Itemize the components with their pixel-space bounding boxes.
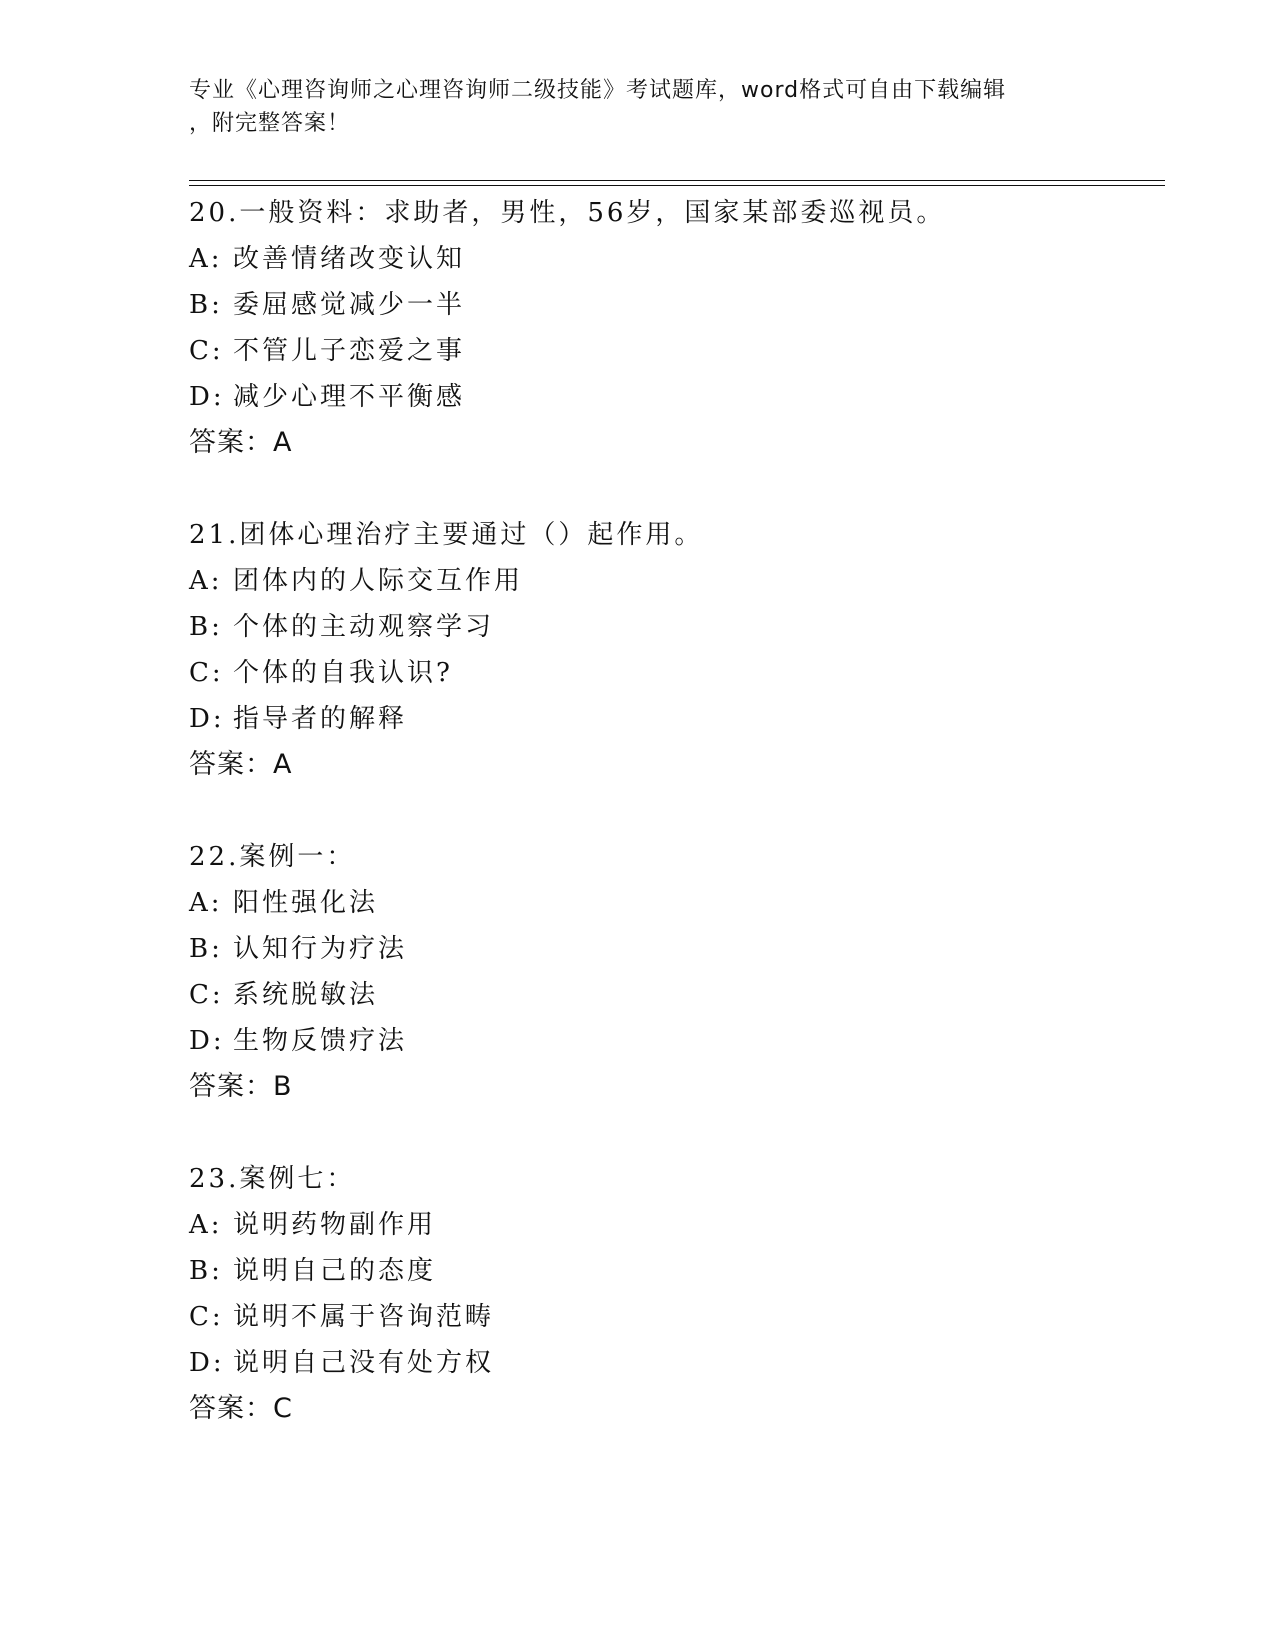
option-b [189,282,1159,328]
option-text: 团体内的人际交互作用 [233,566,524,596]
option-text: 委屈感觉减少一半 [233,290,466,320]
header-divider-top [189,180,1165,181]
option-letter: D: [189,1348,225,1378]
option-letter: C: [189,336,224,366]
option-letter: B: [189,290,223,320]
header-divider-bottom [189,185,1165,186]
option-text: 说明不属于咨询范畴 [233,1302,495,1332]
option-a [189,880,1159,926]
option-c [189,972,1159,1018]
option-text: 阳性强化法 [233,888,379,918]
question-list [189,190,1159,1478]
answer-line: 答案：A [189,427,293,458]
option-c [189,1294,1159,1340]
question-title: 20.一般资料：求助者，男性，56岁，国家某部委巡视员。 [189,198,946,228]
question-title: 21.团体心理治疗主要通过（）起作用。 [189,520,704,550]
option-letter: A: [189,566,223,596]
question-22 [189,834,1159,1110]
option-letter: D: [189,1026,225,1056]
answer-line: 答案：A [189,749,293,780]
question-21 [189,512,1159,788]
document-header [189,74,1089,140]
option-d [189,1340,1159,1386]
option-letter: A: [189,888,223,918]
question-title: 22.案例一： [189,842,356,872]
question-title: 23.案例七： [189,1164,356,1194]
option-letter: B: [189,1256,223,1286]
option-text: 说明自己的态度 [233,1256,437,1286]
option-text: 生物反馈疗法 [233,1026,408,1056]
header-line-1: 专业《心理咨询师之心理咨询师二级技能》考试题库，word格式可自由下载编辑 [189,78,1007,103]
option-text: 个体的自我认识? [233,658,453,688]
option-letter: C: [189,980,224,1010]
option-letter: A: [189,1210,223,1240]
option-text: 减少心理不平衡感 [233,382,466,412]
option-letter: C: [189,658,224,688]
option-text: 不管儿子恋爱之事 [233,336,466,366]
option-letter: D: [189,704,225,734]
answer-line: 答案：B [189,1071,293,1102]
option-text: 系统脱敏法 [233,980,379,1010]
option-d [189,374,1159,420]
header-line-2: ，附完整答案！ [189,111,351,136]
option-a [189,558,1159,604]
option-text: 改善情绪改变认知 [233,244,466,274]
option-letter: A: [189,244,223,274]
option-b [189,604,1159,650]
question-23 [189,1156,1159,1432]
option-a [189,236,1159,282]
option-d [189,1018,1159,1064]
option-letter: D: [189,382,225,412]
option-text: 指导者的解释 [233,704,408,734]
option-a [189,1202,1159,1248]
option-text: 个体的主动观察学习 [233,612,495,642]
option-b [189,1248,1159,1294]
option-letter: B: [189,934,223,964]
option-c [189,328,1159,374]
answer-line: 答案：C [189,1393,293,1424]
question-20 [189,190,1159,466]
option-c [189,650,1159,696]
option-d [189,696,1159,742]
option-text: 说明自己没有处方权 [233,1348,495,1378]
option-text: 说明药物副作用 [233,1210,437,1240]
option-b [189,926,1159,972]
option-letter: B: [189,612,223,642]
option-text: 认知行为疗法 [233,934,408,964]
option-letter: C: [189,1302,224,1332]
